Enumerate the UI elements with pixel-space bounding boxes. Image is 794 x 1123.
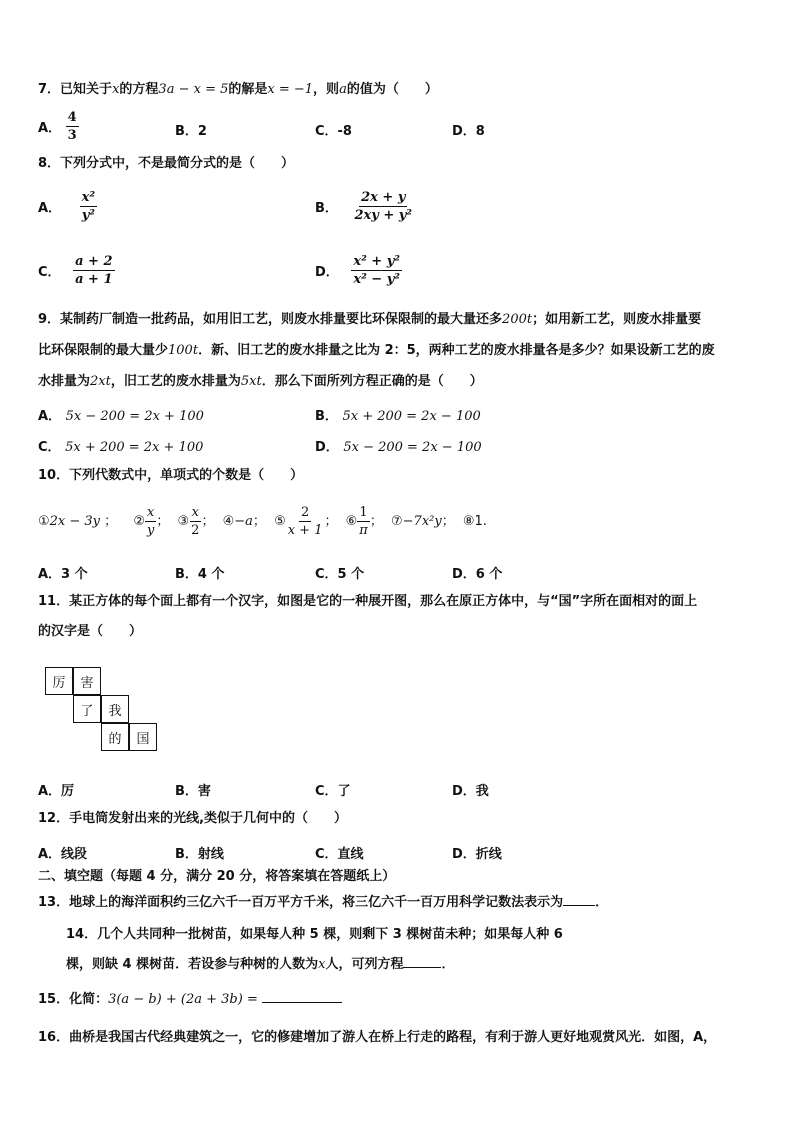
q12-option-c: C．直线 (315, 847, 364, 862)
q11-option-d: D．我 (452, 784, 489, 799)
q15-text: 15．化简：3(a − b) + (2a + 3b) = (38, 992, 342, 1008)
q10-item-3: ③ $\frac{x}{2}$ ； (177, 505, 215, 538)
q15-answer-blank (262, 1002, 342, 1003)
section-heading: 二、填空题（每题 4 分，满分 20 分，将答案填在答题纸上） (38, 869, 396, 884)
net-cell-3: 了 (73, 695, 101, 723)
net-cell-5: 的 (101, 723, 129, 751)
q11-line-1: 11．某正方体的每个面上都有一个汉字，如图是它的一种展开图，那么在原正方体中，与“国”字所在面相对的面上 (38, 594, 698, 609)
net-cell-6: 国 (129, 723, 157, 751)
q10-option-d: D．6 个 (452, 567, 503, 582)
q11-option-c: C．了 (315, 784, 351, 799)
net-cell-1: 厉 (45, 667, 73, 695)
q7-option-a: A． $\frac{4}{3}$ (38, 110, 77, 143)
q12-option-a: A．线段 (38, 847, 88, 862)
q7-option-b: B．2 (175, 124, 207, 139)
q12-stem: 12．手电筒发射出来的光线,类似于几何中的（ ） (38, 811, 348, 826)
q8-option-a: A． $\frac{\text{x²}}{\text{y²}}$ (38, 190, 96, 223)
q11-line-2: 的汉字是（ ） (38, 624, 143, 639)
q10-stem: 10．下列代数式中，单项式的个数是（ ） (38, 468, 304, 483)
q9-line-2: 比环保限制的最大量少100t．新、旧工艺的废水排量之比为 2：5，两种工艺的废水排量各是多少？如果设新工艺的废 (38, 343, 715, 358)
q13-answer-blank (563, 905, 595, 906)
q9-line-3: 水排量为2xt，旧工艺的废水排量为5xt．那么下面所列方程正确的是（ ） (38, 374, 483, 389)
q7-option-a-fraction: $\frac{4}{3}$ (67, 110, 77, 143)
q10-item-8: ⑧1. (462, 514, 487, 529)
q8-option-c: C． $\frac{a + 2}{a + 1}$ (38, 254, 113, 287)
q10-option-b: B．4 个 (175, 567, 225, 582)
q10-item-4: ④−a； (222, 514, 266, 529)
q9-option-c: C． 5x + 200 = 2x + 100 (38, 440, 204, 455)
q9-option-a: A． 5x − 200 = 2x + 100 (38, 409, 204, 424)
q14-answer-blank (403, 967, 441, 968)
net-cell-2: 害 (73, 667, 101, 695)
q8-stem: 8．下列分式中，不是最简分式的是（ ） (38, 156, 295, 171)
q14-line-2: 棵，则缺 4 棵树苗．若设参与种树的人数为x人，可列方程 ． (66, 957, 455, 972)
q10-expressions (38, 505, 487, 539)
net-cell-4: 我 (101, 695, 129, 723)
q11-option-b: B．害 (175, 784, 211, 799)
q9-option-b: B． 5x + 200 = 2x − 100 (315, 409, 481, 424)
q7-stem: 7．已知关于x的方程3a − x = 5的解是x = −1，则a的值为（ ） (38, 82, 438, 97)
q10-item-2: ② $\frac{x}{y}$ ； (133, 505, 170, 538)
q11-option-a: A．厉 (38, 784, 75, 799)
q7-option-d: D．8 (452, 124, 485, 139)
q10-option-a: A．3 个 (38, 567, 88, 582)
q10-item-1: ①2x − 3y ； (38, 514, 118, 529)
q9-line-1: 9．某制药厂制造一批药品，如用旧工艺，则废水排量要比环保限制的最大量还多200t；如用新工艺，则废水排量要 (38, 312, 702, 327)
q12-option-d: D．折线 (452, 847, 502, 862)
q8-option-b: B． $\frac{2x + y}{\text{2xy + y²}}$ (315, 190, 412, 223)
q10-item-5: ⑤ $\frac{2}{x + 1}$ ； (274, 505, 338, 538)
q10-item-7: ⑦−7x²y； (391, 514, 455, 529)
q13-text: 13．地球上的海洋面积约三亿六千一百万平方千米，将三亿六千一百万用科学记数法表示为 ． (38, 895, 609, 910)
q12-option-b: B．射线 (175, 847, 224, 862)
q16-line-1: 16．曲桥是我国古代经典建筑之一，它的修建增加了游人在桥上行走的路程，有利于游人更好地观赏风光．如图，A， (38, 1030, 717, 1045)
q10-item-6: ⑥ $\frac{1}{\pi}$ ； (345, 505, 383, 538)
q14-line-1: 14．几个人共同种一批树苗，如果每人种 5 棵，则剩下 3 棵树苗未种；如果每人种 6 (66, 927, 563, 942)
q8-option-d: D． $\frac{\text{x² + y²}}{\text{x² − y²}}$ (315, 254, 400, 287)
q7-option-c: C．-8 (315, 124, 352, 139)
q10-option-c: C．5 个 (315, 567, 365, 582)
q9-option-d: D． 5x − 200 = 2x − 100 (315, 440, 482, 455)
